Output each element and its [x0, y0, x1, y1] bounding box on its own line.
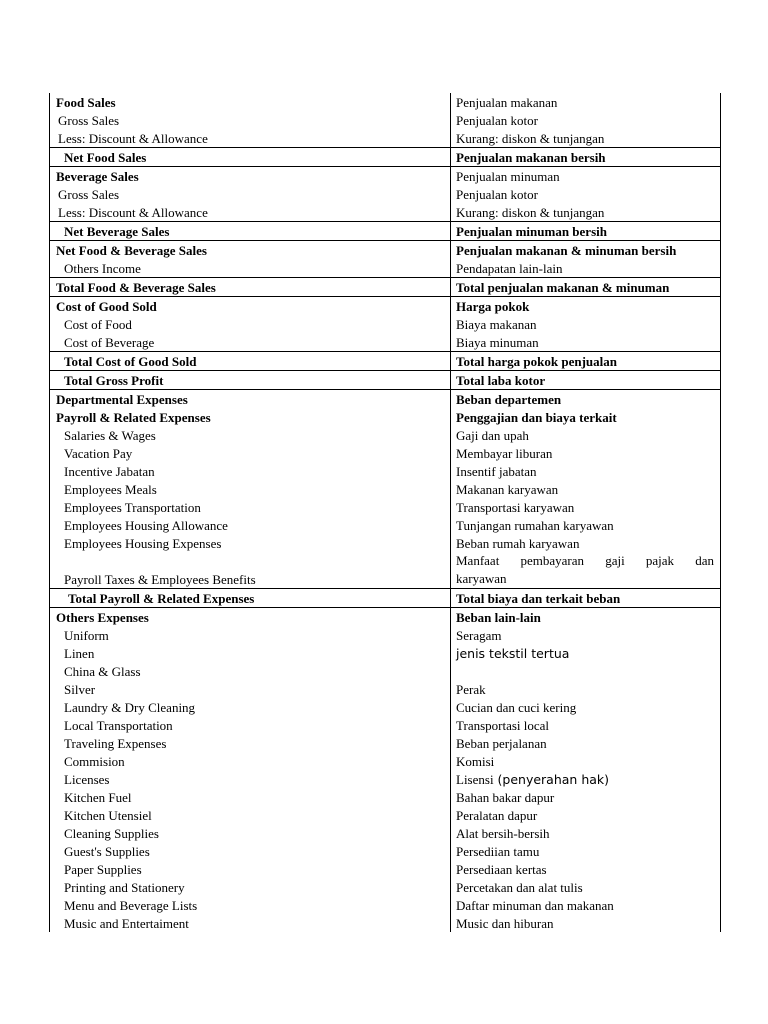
english-term-cell: Licenses: [50, 770, 451, 788]
table-row: [50, 203, 721, 222]
indonesian-term-cell: Penjualan minuman bersih: [451, 222, 721, 241]
table-row: [50, 806, 721, 824]
table-row: [50, 185, 721, 203]
english-term-cell: Cost of Good Sold: [50, 297, 451, 316]
indonesian-term-cell: Persediian tamu: [456, 844, 540, 859]
table-row: [50, 390, 721, 409]
english-term-cell: Less: Discount & Allowance: [50, 129, 451, 148]
table-row: [50, 914, 721, 932]
english-term-cell: Total Food & Beverage Sales: [50, 278, 451, 297]
table-row: [50, 680, 721, 698]
table-row: [50, 93, 721, 111]
english-term-cell: Cleaning Supplies: [50, 824, 451, 842]
indonesian-term-cell: Kurang: diskon & tunjangan: [456, 131, 605, 146]
indonesian-term-cell: Peralatan dapur: [456, 808, 538, 823]
english-term-cell: Gross Sales: [50, 111, 451, 129]
table-row: [50, 662, 721, 680]
indonesian-term-cell: Daftar minuman dan makanan: [456, 898, 614, 913]
english-term-cell: Payroll & Related Expenses: [50, 408, 451, 426]
english-term-cell: Kitchen Utensiel: [50, 806, 451, 824]
table-row: [50, 408, 721, 426]
table-body: [50, 93, 721, 932]
english-term-cell: Vacation Pay: [50, 444, 451, 462]
indonesian-term-cell: [451, 770, 721, 788]
table-row: [50, 734, 721, 752]
table-row: [50, 241, 721, 260]
indonesian-term-cell: Beban rumah karyawan: [456, 536, 580, 551]
indonesian-term-cell: Transportasi local: [456, 718, 550, 733]
table-row: [50, 480, 721, 498]
table-row: [50, 259, 721, 278]
indonesian-term-part: (penyerahan hak): [493, 772, 610, 787]
table-row: [50, 222, 721, 241]
english-term-cell: Commision: [50, 752, 451, 770]
table-row: [50, 770, 721, 788]
table-row: [50, 752, 721, 770]
indonesian-term-cell: Total laba kotor: [451, 371, 721, 390]
indonesian-term-cell: Penjualan makanan: [456, 95, 558, 110]
indonesian-term-cell: Gaji dan upah: [456, 428, 529, 443]
indonesian-term-cell: Bahan bakar dapur: [456, 790, 555, 805]
indonesian-term-cell: Beban perjalanan: [456, 736, 547, 751]
indonesian-term-cell: Alat bersih-bersih: [456, 826, 550, 841]
indonesian-term-cell: Cucian dan cuci kering: [456, 700, 577, 715]
indonesian-term-cell: [451, 662, 721, 680]
table-row: [50, 167, 721, 186]
indonesian-term-cell: Percetakan dan alat tulis: [456, 880, 583, 895]
table-row: [50, 352, 721, 371]
indonesian-term-cell: Beban departemen: [451, 390, 721, 409]
indonesian-term-cell: Makanan karyawan: [456, 482, 559, 497]
table-row: [50, 371, 721, 390]
table-row: [50, 824, 721, 842]
table-row: [50, 315, 721, 333]
indonesian-term-cell: Biaya makanan: [456, 317, 537, 332]
indonesian-term-cell: Total penjualan makanan & minuman: [451, 278, 721, 297]
table-row: [50, 516, 721, 534]
english-term-cell: Others Expenses: [50, 608, 451, 627]
indonesian-term-cell: Transportasi karyawan: [456, 500, 575, 515]
table-row: [50, 426, 721, 444]
english-term-cell: Net Food & Beverage Sales: [50, 241, 451, 260]
indonesian-term-cell: Penjualan makanan bersih: [451, 148, 721, 167]
indonesian-term-cell: Penjualan kotor: [456, 113, 538, 128]
indonesian-term-cell: jenis tekstil tertua: [456, 646, 570, 661]
indonesian-term-cell: Komisi: [456, 754, 495, 769]
table-row: [50, 148, 721, 167]
table-row: [50, 788, 721, 806]
english-term-cell: Employees Housing Expenses: [50, 534, 451, 552]
english-term-cell: Menu and Beverage Lists: [50, 896, 451, 914]
english-term-cell: Printing and Stationery: [50, 878, 451, 896]
indonesian-term-cell: Seragam: [456, 628, 502, 643]
english-term-cell: Departmental Expenses: [50, 390, 451, 409]
indonesian-term-cell: Total harga pokok penjualan: [451, 352, 721, 371]
table-row: [50, 111, 721, 129]
indonesian-term-line: Manfaat pembayaran gaji pajak dan: [456, 553, 714, 568]
table-row: [50, 589, 721, 608]
english-term-cell: Silver: [50, 680, 451, 698]
indonesian-term-cell: Persediaan kertas: [456, 862, 547, 877]
table-row: [50, 552, 721, 589]
english-term-cell: Cost of Beverage: [50, 333, 451, 352]
english-term-cell: Traveling Expenses: [50, 734, 451, 752]
english-term-cell: Incentive Jabatan: [50, 462, 451, 480]
english-term-cell: Employees Housing Allowance: [50, 516, 451, 534]
english-term-cell: Net Beverage Sales: [50, 222, 451, 241]
indonesian-term-cell: Tunjangan rumahan karyawan: [456, 518, 614, 533]
english-term-cell: Laundry & Dry Cleaning: [50, 698, 451, 716]
indonesian-term-cell: Penjualan kotor: [456, 187, 538, 202]
english-term-cell: Linen: [50, 644, 451, 662]
indonesian-term-part: Lisensi: [456, 772, 494, 787]
indonesian-term-cell: [451, 552, 721, 589]
indonesian-term-cell: Pendapatan lain-lain: [456, 261, 563, 276]
english-term-cell: Total Cost of Good Sold: [50, 352, 451, 371]
account-translation-table: [49, 93, 721, 932]
indonesian-term-cell: Beban lain-lain: [451, 608, 721, 627]
english-term-cell: Others Income: [50, 259, 451, 278]
table-row: [50, 698, 721, 716]
indonesian-term-cell: Harga pokok: [451, 297, 721, 316]
indonesian-term-cell: Penggajian dan biaya terkait: [456, 410, 617, 425]
indonesian-term-cell: Kurang: diskon & tunjangan: [456, 205, 605, 220]
english-term-cell: Music and Entertaiment: [50, 914, 451, 932]
table-row: [50, 498, 721, 516]
indonesian-term-line: karyawan: [456, 571, 507, 586]
table-row: [50, 716, 721, 734]
table-row: [50, 626, 721, 644]
indonesian-term-cell: Total biaya dan terkait beban: [451, 589, 721, 608]
table-row: [50, 129, 721, 148]
table-row: [50, 860, 721, 878]
table-row: [50, 444, 721, 462]
english-term-cell: Salaries & Wages: [50, 426, 451, 444]
table-row: [50, 462, 721, 480]
table-row: [50, 842, 721, 860]
table-row: [50, 278, 721, 297]
indonesian-term-cell: Insentif jabatan: [456, 464, 537, 479]
english-term-cell: Employees Meals: [50, 480, 451, 498]
table-row: [50, 297, 721, 316]
table-row: [50, 608, 721, 627]
english-term-cell: Employees Transportation: [50, 498, 451, 516]
english-term-cell: Uniform: [50, 626, 451, 644]
english-term-cell: Payroll Taxes & Employees Benefits: [50, 552, 451, 589]
english-term-cell: Less: Discount & Allowance: [50, 203, 451, 222]
table-row: [50, 644, 721, 662]
english-term-cell: Total Gross Profit: [50, 371, 451, 390]
indonesian-term-cell: Music dan hiburan: [456, 916, 554, 931]
english-term-cell: Kitchen Fuel: [50, 788, 451, 806]
indonesian-term-cell: Penjualan minuman: [451, 167, 721, 186]
english-term-cell: Paper Supplies: [50, 860, 451, 878]
english-term-cell: Local Transportation: [50, 716, 451, 734]
table-row: [50, 896, 721, 914]
english-term-cell: Cost of Food: [50, 315, 451, 333]
indonesian-term-cell: Biaya minuman: [456, 335, 539, 350]
english-term-cell: China & Glass: [50, 662, 451, 680]
table-row: [50, 878, 721, 896]
english-term-cell: Food Sales: [50, 93, 451, 111]
english-term-cell: Gross Sales: [50, 185, 451, 203]
table-row: [50, 333, 721, 352]
english-term-cell: Beverage Sales: [50, 167, 451, 186]
indonesian-term-cell: Membayar liburan: [456, 446, 553, 461]
indonesian-term-cell: Perak: [456, 682, 486, 697]
english-term-cell: Net Food Sales: [50, 148, 451, 167]
english-term-cell: Guest's Supplies: [50, 842, 451, 860]
english-term-cell: Total Payroll & Related Expenses: [50, 589, 451, 608]
table-row: [50, 534, 721, 552]
indonesian-term-cell: Penjualan makanan & minuman bersih: [451, 241, 721, 260]
